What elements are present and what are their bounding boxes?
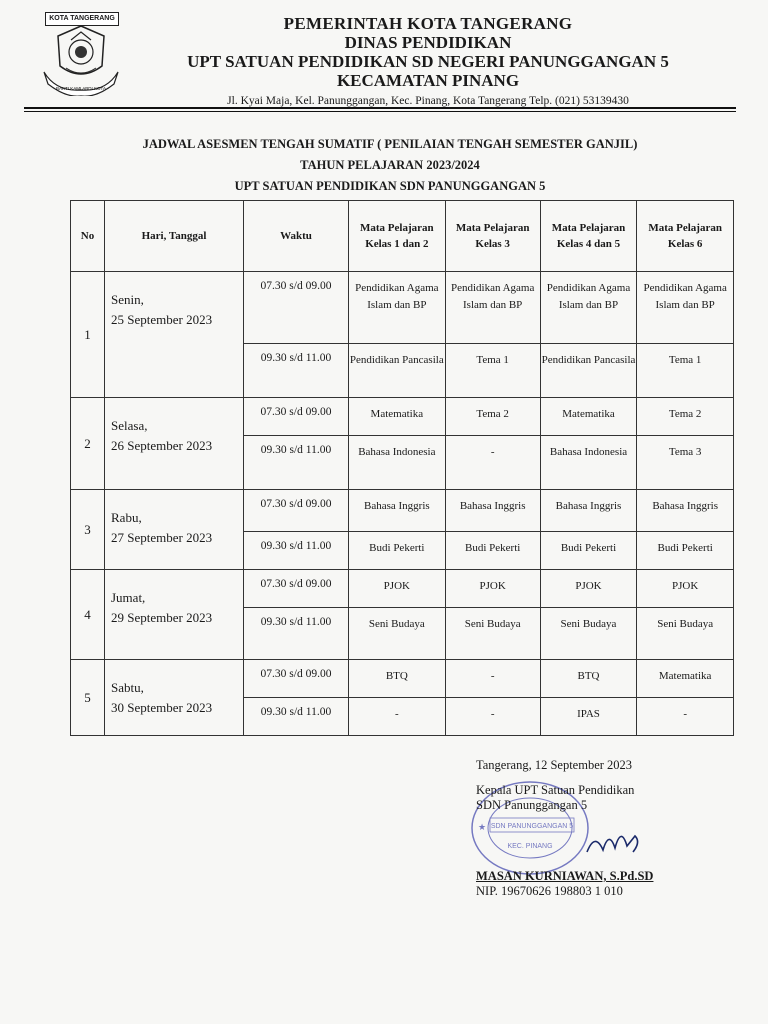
subject-cell: - xyxy=(349,698,446,736)
day-name: Senin, xyxy=(111,292,144,307)
letterhead xyxy=(0,0,768,120)
day-name: Rabu, xyxy=(111,510,142,525)
subject-cell: Pendidikan Agama Islam dan BP xyxy=(637,272,734,344)
subject-cell: Seni Budaya xyxy=(540,608,637,660)
subject-cell: Seni Budaya xyxy=(349,608,446,660)
signer-name: MASAN KURNIAWAN, S.Pd.SD xyxy=(476,869,654,883)
subject-cell: Pendidikan Pancasila xyxy=(349,344,446,398)
address: Jl. Kyai Maja, Kel. Panunggangan, Kec. Pinang, Kota Tangerang Telp. (021) 53139430 xyxy=(227,95,629,107)
subject-cell: Tema 3 xyxy=(637,436,734,490)
session-time: 07.30 s/d 09.00 xyxy=(244,398,349,436)
subject-cell: Budi Pekerti xyxy=(540,532,637,570)
subject-cell: Matematika xyxy=(637,660,734,698)
gov-name: PEMERINTAH KOTA TANGERANG xyxy=(283,14,573,33)
session-time: 09.30 s/d 11.00 xyxy=(244,436,349,490)
signer-school: SDN Panunggangan 5 xyxy=(476,798,588,812)
header-subject-3: Mata Pelajaran Kelas 3 xyxy=(445,201,540,272)
date: 29 September 2023 xyxy=(111,610,213,625)
date: 30 September 2023 xyxy=(111,700,213,715)
day-date-cell xyxy=(105,490,244,570)
subject-cell: Matematika xyxy=(349,398,446,436)
header-subject-6: Mata Pelajaran Kelas 6 xyxy=(637,201,734,272)
session-time: 07.30 s/d 09.00 xyxy=(244,660,349,698)
subject-cell: Seni Budaya xyxy=(445,608,540,660)
subject-cell: PJOK xyxy=(540,570,637,608)
school-name: UPT SATUAN PENDIDIKAN SD NEGERI PANUNGGANGAN 5 xyxy=(187,52,669,71)
header-no: No xyxy=(71,201,105,272)
stamp-text: SDN PANUNGGANGAN 5 xyxy=(490,823,574,830)
stamp-sub: KEC. PINANG xyxy=(507,843,553,850)
district-name: KECAMATAN PINANG xyxy=(336,71,520,90)
subject-cell: PJOK xyxy=(637,570,734,608)
day-name: Sabtu, xyxy=(111,680,144,695)
subject-cell: Bahasa Indonesia xyxy=(540,436,637,490)
row-number: 1 xyxy=(71,272,105,398)
header-subject-1-2: Mata Pelajaran Kelas 1 dan 2 xyxy=(349,201,446,272)
table-row xyxy=(71,490,734,532)
session-time: 07.30 s/d 09.00 xyxy=(244,570,349,608)
signer-nip: NIP. 19670626 198803 1 010 xyxy=(476,884,623,898)
subject-cell: Tema 2 xyxy=(445,398,540,436)
day-date-cell xyxy=(105,660,244,736)
subject-cell: Pendidikan Pancasila xyxy=(540,344,637,398)
subject-cell: Bahasa Inggris xyxy=(349,490,446,532)
day-date-cell xyxy=(105,398,244,490)
subject-cell: Bahasa Inggris xyxy=(637,490,734,532)
subject-cell: Seni Budaya xyxy=(637,608,734,660)
dept-name: DINAS PENDIDIKAN xyxy=(344,33,512,52)
signature-block xyxy=(476,758,746,899)
subject-cell: Bahasa Inggris xyxy=(540,490,637,532)
subject-cell: BTQ xyxy=(349,660,446,698)
letterhead-text xyxy=(150,14,706,108)
subject-cell: Tema 1 xyxy=(445,344,540,398)
subject-cell: Tema 2 xyxy=(637,398,734,436)
subject-cell: Pendidikan Agama Islam dan BP xyxy=(445,272,540,344)
star-icon: ★ xyxy=(478,822,487,832)
day-date-cell xyxy=(105,570,244,660)
table-header-row xyxy=(71,201,734,272)
session-time: 07.30 s/d 09.00 xyxy=(244,490,349,532)
subject-cell: - xyxy=(445,698,540,736)
header-day: Hari, Tanggal xyxy=(105,201,244,272)
row-number: 4 xyxy=(71,570,105,660)
header-subject-4-5: Mata Pelajaran Kelas 4 dan 5 xyxy=(540,201,637,272)
subject-cell: Bahasa Indonesia xyxy=(349,436,446,490)
table-row xyxy=(71,570,734,608)
row-number: 2 xyxy=(71,398,105,490)
header-time: Waktu xyxy=(244,201,349,272)
day-name: Selasa, xyxy=(111,418,148,433)
place-date: Tangerang, 12 September 2023 xyxy=(476,758,633,772)
subject-cell: Budi Pekerti xyxy=(445,532,540,570)
day-name: Jumat, xyxy=(111,590,146,605)
subject-cell: Pendidikan Agama Islam dan BP xyxy=(540,272,637,344)
subject-cell: Matematika xyxy=(540,398,637,436)
date: 27 September 2023 xyxy=(111,530,213,545)
emblem-icon xyxy=(36,22,126,96)
city-emblem-logo xyxy=(36,12,126,96)
schedule-body xyxy=(71,272,734,736)
session-time: 09.30 s/d 11.00 xyxy=(244,344,349,398)
letterhead-rule-thin xyxy=(24,111,736,112)
logo-banner: KOTA TANGERANG xyxy=(45,12,119,26)
subject-cell: Tema 1 xyxy=(637,344,734,398)
subject-cell: Budi Pekerti xyxy=(637,532,734,570)
signer-role: Kepala UPT Satuan Pendidikan xyxy=(476,783,635,797)
subject-cell: PJOK xyxy=(445,570,540,608)
row-number: 5 xyxy=(71,660,105,736)
schedule-table xyxy=(70,200,734,736)
subject-cell: - xyxy=(445,436,540,490)
doc-school: UPT SATUAN PENDIDIKAN SDN PANUNGGANGAN 5 xyxy=(234,179,546,193)
subject-cell: - xyxy=(445,660,540,698)
doc-year: TAHUN PELAJARAN 2023/2024 xyxy=(300,158,480,172)
date: 25 September 2023 xyxy=(111,312,213,327)
letterhead-rule-thick xyxy=(24,107,736,109)
subject-cell: IPAS xyxy=(540,698,637,736)
subject-cell: Pendidikan Agama Islam dan BP xyxy=(349,272,446,344)
subject-cell: Bahasa Inggris xyxy=(445,490,540,532)
doc-title: JADWAL ASESMEN TENGAH SUMATIF ( PENILAIAN TENGAH SEMESTER GANJIL) xyxy=(142,137,638,151)
table-row xyxy=(71,272,734,344)
subject-cell: BTQ xyxy=(540,660,637,698)
session-time: 07.30 s/d 09.00 xyxy=(244,272,349,344)
table-row xyxy=(71,660,734,698)
date: 26 September 2023 xyxy=(111,438,213,453)
logo-motto: BAKTI KAMI ABDI KOTA xyxy=(56,86,106,91)
subject-cell: Budi Pekerti xyxy=(349,532,446,570)
table-row xyxy=(71,398,734,436)
day-date-cell xyxy=(105,272,244,398)
session-time: 09.30 s/d 11.00 xyxy=(244,532,349,570)
document-titles xyxy=(60,134,720,197)
subject-cell: PJOK xyxy=(349,570,446,608)
session-time: 09.30 s/d 11.00 xyxy=(244,698,349,736)
row-number: 3 xyxy=(71,490,105,570)
session-time: 09.30 s/d 11.00 xyxy=(244,608,349,660)
subject-cell: - xyxy=(637,698,734,736)
